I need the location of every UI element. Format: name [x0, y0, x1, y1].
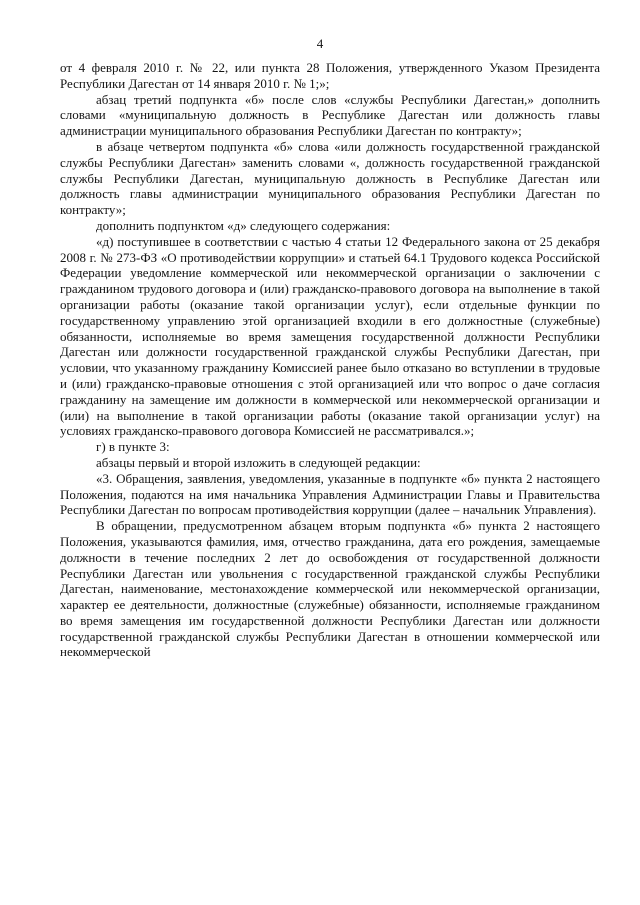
paragraph: дополнить подпунктом «д» следующего содержания: [96, 217, 391, 233]
paragraph: «д) поступившее в соответствии с частью 4 статьи 12 Федерального закона от 25 декабря 2008 г. № 273-ФЗ «О противодействии коррупции» и статьей 64.1 Трудового кодекса Российской Федерации уведомление коммерческой или некоммерческой организации о заключении с гражданином трудового договора и (или) гражданско-правового договора на выполнение в такой организации работы (оказание такой организации услуг), если отдельные функции по государственному управлению этой организацией входили в его должностные (служебные) обязанности, исполняемые во время замещения государственной должности Республики Дагестан или должности государственной гражданской службы Республики Дагестан, при условии, что указанному гражданину Комиссией ранее было отказано во вступлении в трудовые и (или) гражданско-правовые отношения с этой организацией или что вопрос о даче согласия гражданину на замещение им должности в коммерческой или некоммерческой организации и (или) на выполнение в такой организации работы (оказание такой организации услуг) на условиях гражданско-правового договора Комиссией не рассматривался.»; [60, 233, 600, 439]
paragraph: в абзаце четвертом подпункта «б» слова «или должность государственной гражданской службы Республики Дагестан» заменить словами «, должность государственной гражданской службы Республики Дагестан, муниципальную должность в Республике Дагестан или должность главы администрации муниципального образования Республики Дагестан по контракту»; [60, 138, 600, 218]
paragraph: «3. Обращения, заявления, уведомления, указанные в подпункте «б» пункта 2 настоящего Положения, подаются на имя начальника Управления Администрации Главы и Правительства Республики Дагестан по вопросам противодействия коррупции (далее – начальник Управления). [60, 470, 600, 518]
paragraph: В обращении, предусмотренном абзацем вторым подпункта «б» пункта 2 настоящего Положения, указываются фамилия, имя, отчество гражданина, дата его рождения, замещаемые должности в течение последних 2 лет до освобождения от государственной должности Республики Дагестан или увольнения с государственной гражданской службы Республики Дагестан, наименование, местонахождение коммерческой или некоммерческой организации, характер ее деятельности, должностные (служебные) обязанности, исполняемые гражданином во время замещения им государственной должности Республики Дагестан или должности государственной гражданской службы Республики Дагестан в отношении коммерческой или некоммерческой [60, 518, 600, 660]
paragraph: абзац третий подпункта «б» после слов «службы Республики Дагестан,» дополнить словами «муниципальную должность в Республике Дагестан или должность главы администрации муниципального образования Республики Дагестан по контракту»; [60, 91, 600, 139]
document-body [60, 60, 600, 660]
paragraph: г) в пункте 3: [96, 439, 170, 455]
paragraph: от 4 февраля 2010 г. № 22, или пункта 28 Положения, утвержденного Указом Президента Республики Дагестан от 14 января 2010 г. № 1;»; [60, 60, 600, 91]
page-number: 4 [316, 36, 324, 51]
paragraph: абзацы первый и второй изложить в следующей редакции: [96, 454, 421, 470]
